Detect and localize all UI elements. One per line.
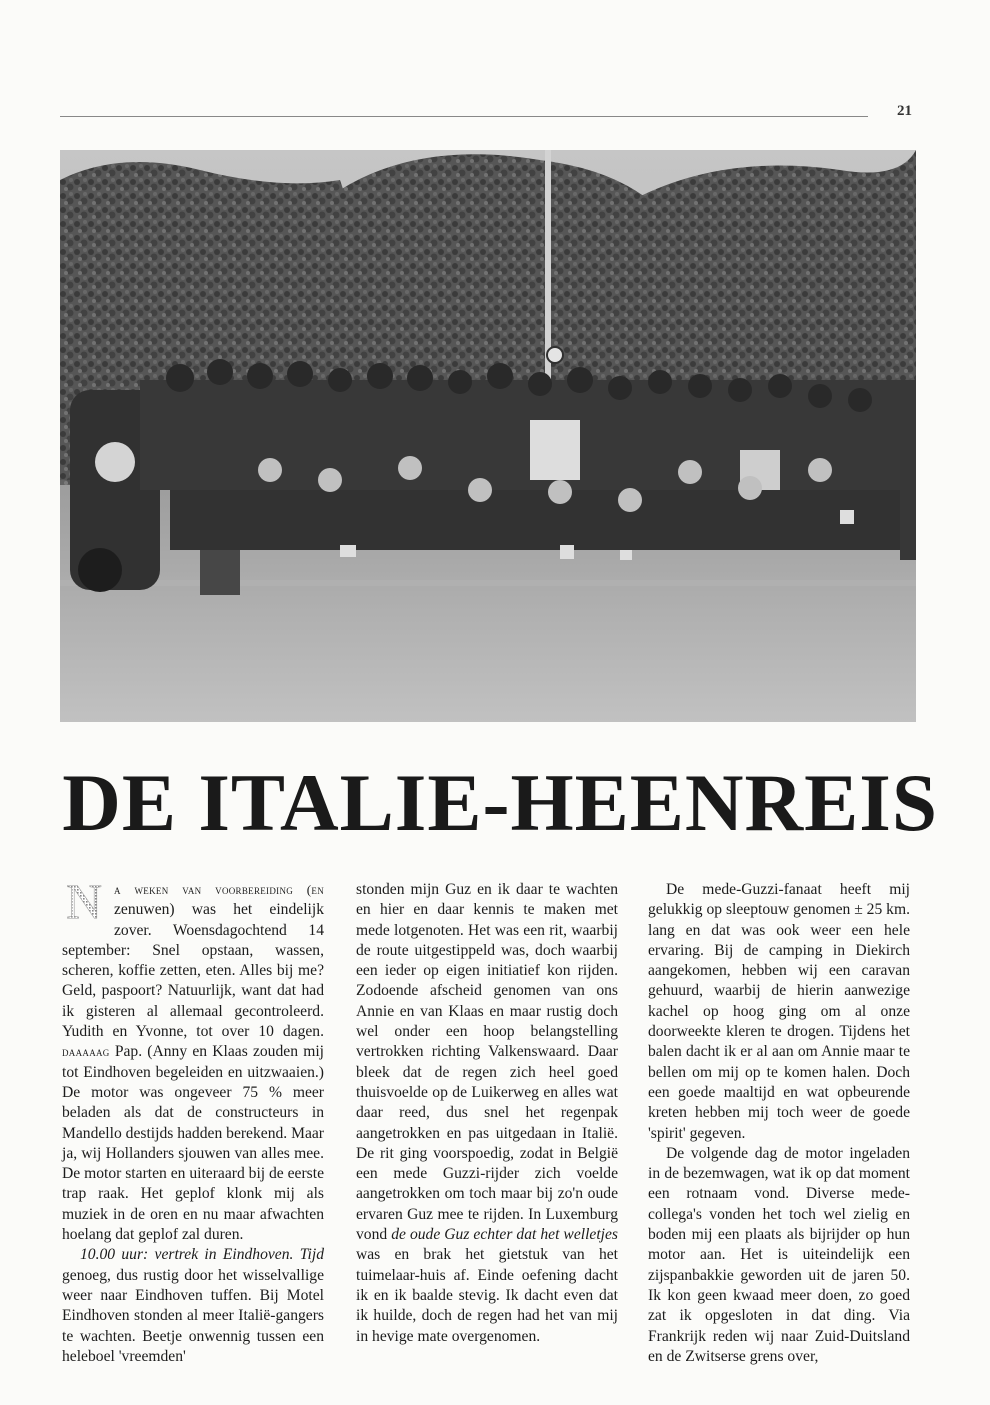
col1-smallcaps: daaaaag	[62, 1044, 110, 1060]
column-3	[648, 880, 910, 1380]
col1-para1: zenuwen) was het eindelijk zover. Woensdagochtend 14 september: Snel opstaan, wassen, scheren, koffie zetten, eten. Alles bij me? Geld, paspoort? Natuurlijk, want dat had ik gisteren al allemaal gecontroleerd. Yudith en Yvonne, tot over 10 dagen.	[62, 901, 324, 1041]
col1-para1-end: Pap. (Anny en Klaas zouden mij tot Eindhoven begeleiden en uitzwaaien.) De motor was ongeveer 75 % meer beladen als dat de constructeurs in Mandello destijds hadden berekend. Maar ja, wij Hollanders sjouwen van alles mee. De motor starten en uiteraard bij de eerste trap raak. Het geplof klonk mij als muziek in de oren en nu maar afwachten hoelang dat geplof zal duren.	[62, 1043, 324, 1244]
col2-para1: stonden mijn Guz en ik daar te wachten en hier en daar kennis te maken met mede lotgenoten. Het was een rit, waarbij de route uitgestippeld was, doch waarbij een ieder op eigen initiatief kon rijden. Zodoende afscheid genomen van ons Annie en van Klaas en maar rustig doch wel onder een hoop belangstelling vertrokken richting Valkenswaard. Daar bleek dat de regen zich heel goed thuisvoelde op de Luikerweg en alles wat daar reed, dus snel het regenpak aangetrokken en pas uitgedaan in Italië. De rit ging voorspoedig, zodat in België een mede Guzzi-rijder zich voelde aangetrokken om toch maar bij zo'n oude ervaren Guz mee te rijden. In Luxemburg vond	[356, 881, 618, 1244]
lead-in: a weken van voorbereiding (en	[114, 882, 324, 897]
drop-cap	[62, 880, 106, 922]
column-2	[356, 880, 618, 1380]
header-rule	[60, 116, 868, 117]
col3-para1: De mede-Guzzi-fanaat heeft mij gelukkig op sleeptouw genomen ± 25 km. lang en dat was ook weer een hele ervaring. Bij de camping in Diekirch aangekomen, hebben wij een caravan gehuurd, waarbij de hierin aanwezige kachel op hoog ging om al onze doorweekte kleren te drogen. Tijdens het balen dacht ik er al aan om Annie maar te bellen om mij op te komen halen. Doch een goede maaltijd en wat opbeurende kreten hebben mij toch weer de goede 'spirit' gegeven.	[648, 881, 910, 1142]
col1-para2: genoeg, dus rustig door het wisselvallige weer naar Eindhoven tuffen. Bij Motel Eindhoven stonden al meer Italië-gangers te wachten. Beetje onwennig tussen een heleboel 'vreemden'	[62, 1266, 324, 1365]
article-title: DE ITALIE-HEENREIS	[62, 757, 939, 848]
column-1	[62, 880, 324, 1380]
group-photo	[60, 150, 916, 722]
drop-cap-letter: N	[65, 880, 103, 922]
col2-para1-end: was en brak het gietstuk van het tuimelaar-huis af. Einde oefening dacht ik en ik baalde stevig. Ik dacht even dat ik huilde, doch de regen had het van mij in hevige mate overgenomen.	[356, 1246, 618, 1345]
col2-italic: de oude Guz echter dat het welletjes	[391, 1226, 618, 1244]
col1-para2-italic: 10.00 uur: vertrek in Eindhoven. Tijd	[80, 1246, 324, 1264]
page-number: 21	[897, 103, 912, 119]
col3-para2: De volgende dag de motor ingeladen in de bezemwagen, wat ik op dat moment een rotnaam vond. Diverse mede-collega's vonden het toch wel zielig en boden mij een plaats als bijrijder op hun motor aan. Het is uiteindelijk een zijspanbakkie geworden uit de jaren 50. Ik kon geen kwaad meer doen, zo goed zat ik opgesloten in dat ding. Via Frankrijk reden wij naar Zuid-Duitsland en de Zwitserse grens over,	[648, 1144, 910, 1365]
